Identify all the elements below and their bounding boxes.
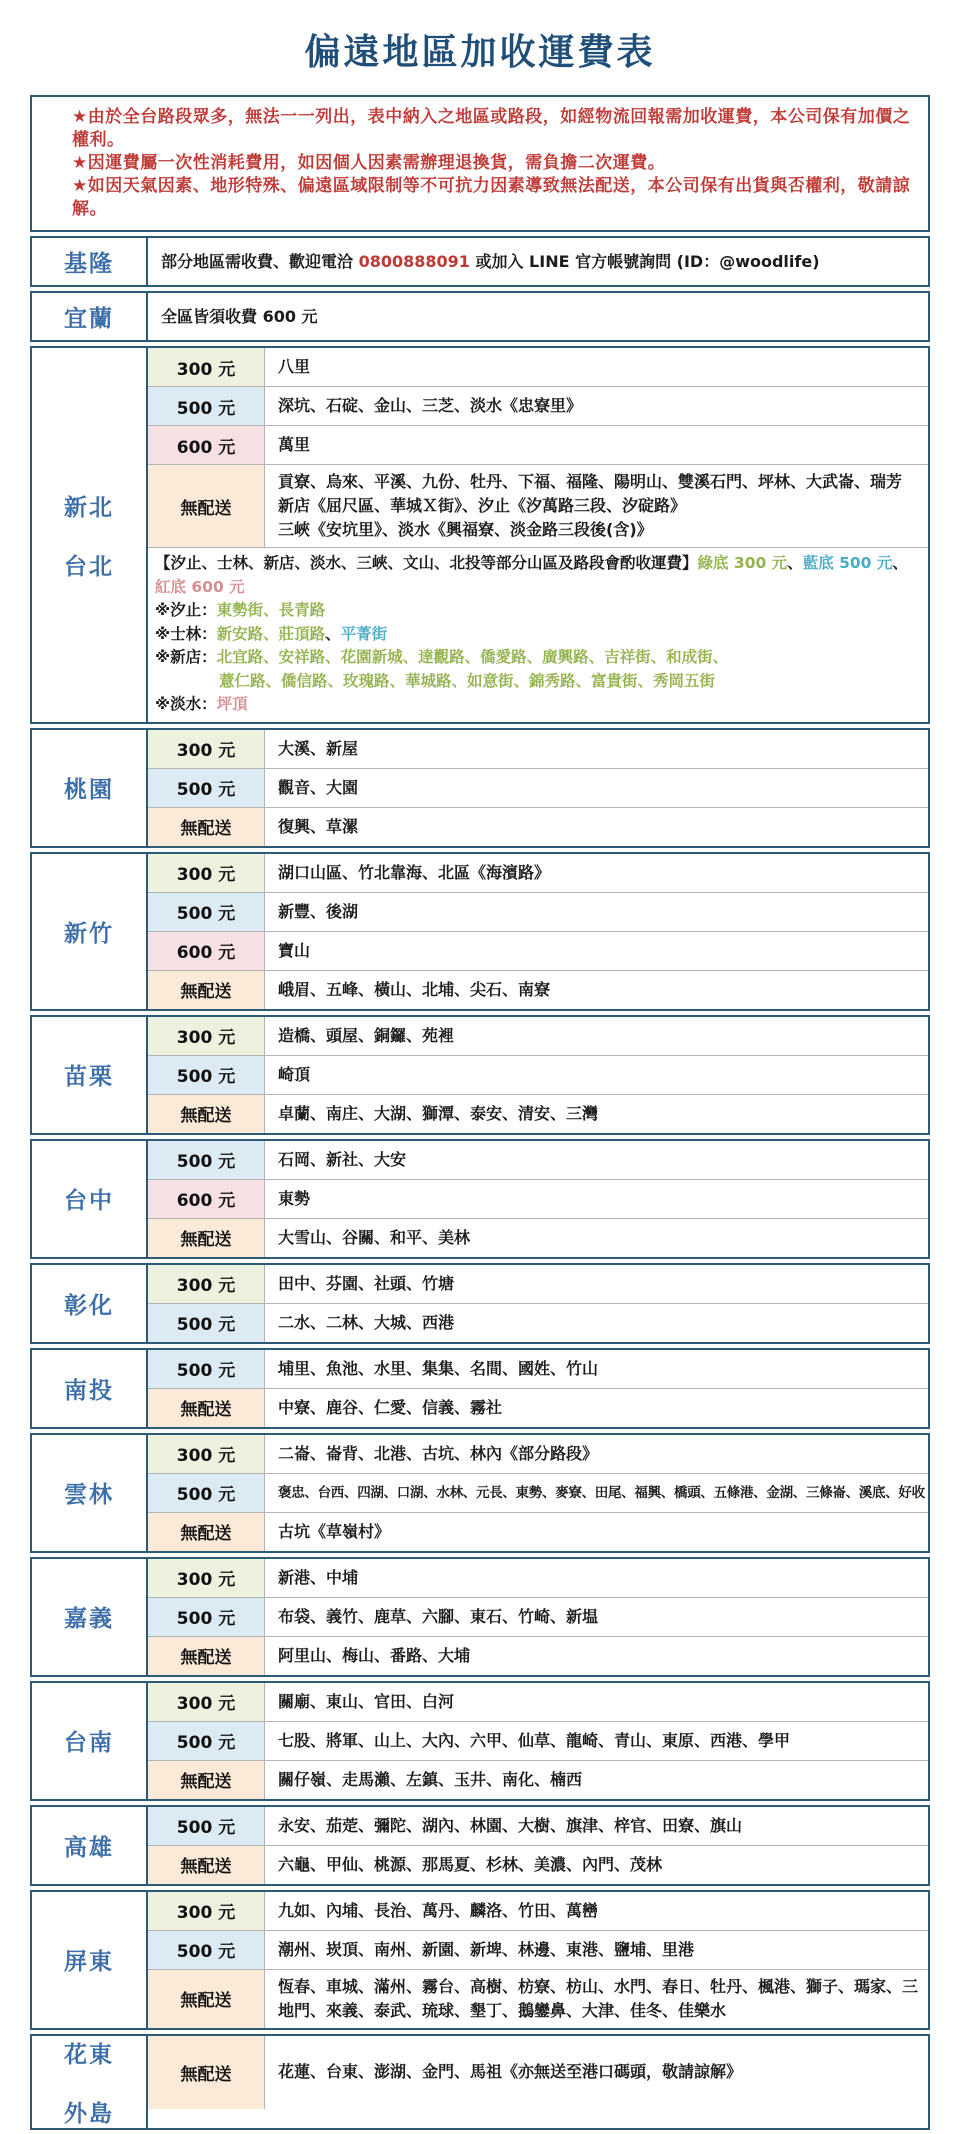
area-list-line: 恆春、車城、滿州、霧台、高樹、枋寮、枋山、水門、春日、牡丹、楓港、獅子、瑪家、三地門、來義、泰武、琉球、墾丁、鵝鑾鼻、大津、佳冬、佳樂水 bbox=[278, 1976, 919, 2020]
area-list bbox=[265, 1095, 928, 1133]
header-note: ★因運費屬一次性消耗費用，如因個人因素需辦理退換貨，需負擔二次運費。 bbox=[72, 153, 666, 173]
fee-row bbox=[148, 1219, 928, 1257]
fee-row bbox=[148, 854, 928, 893]
fee-row bbox=[148, 1056, 928, 1095]
region-label bbox=[32, 1017, 148, 1133]
area-list bbox=[265, 1637, 928, 1675]
fee-row bbox=[148, 1970, 928, 2028]
region-section bbox=[30, 1348, 930, 1429]
area-list bbox=[265, 2036, 928, 2109]
section-rows bbox=[148, 2036, 928, 2128]
area-list-line: 中寮、鹿谷、仁愛、信義、霧社 bbox=[278, 1397, 503, 1417]
region-section bbox=[30, 1015, 930, 1135]
fee-row bbox=[148, 1637, 928, 1675]
section-rows bbox=[148, 238, 928, 285]
region-label bbox=[32, 854, 148, 1009]
area-list-line: 貢寮、烏來、平溪、九份、牡丹、下福、福隆、陽明山、雙溪石門、坪林、大武崙、瑞芳 bbox=[278, 472, 903, 491]
region-label-line: 南投 bbox=[64, 1377, 114, 1404]
fee-row bbox=[148, 1559, 928, 1598]
area-list bbox=[265, 1559, 928, 1597]
area-list bbox=[265, 465, 928, 547]
fee-badge-none: 無配送 bbox=[148, 1389, 265, 1427]
region-label bbox=[32, 238, 148, 285]
header-note: ★如因天氣因素、地形特殊、偏遠區域限制等不可抗力因素導致無法配送，本公司保有出貨與否權利，敬請諒解。 bbox=[72, 176, 911, 219]
text-segment: 【汐止、士林、新店、淡水、三峽、文山、北投等部分山區及路段會酌收運費】 bbox=[155, 554, 698, 572]
region-section bbox=[30, 1263, 930, 1344]
fee-badge-300: 300 元 bbox=[148, 730, 265, 768]
area-list-line: 九如、內埔、長治、萬丹、麟洛、竹田、萬巒 bbox=[278, 1900, 599, 1920]
page-title: 偏遠地區加收運費表 bbox=[304, 32, 656, 73]
fee-badge-300: 300 元 bbox=[148, 1017, 265, 1055]
fee-badge-none: 無配送 bbox=[148, 1637, 265, 1675]
text-segment: ※新店： bbox=[155, 648, 217, 666]
region-section bbox=[30, 1557, 930, 1677]
text-segment: 新安路、莊頂路 bbox=[216, 624, 326, 643]
text-segment: 、 bbox=[787, 554, 803, 572]
area-list-line: 寶山 bbox=[278, 940, 311, 960]
area-list-line: 峨眉、五峰、橫山、北埔、尖石、南寮 bbox=[278, 979, 551, 999]
fee-row bbox=[148, 932, 928, 971]
fee-badge-500: 500 元 bbox=[148, 1141, 265, 1179]
area-list-line: 古坑《草嶺村》 bbox=[278, 1521, 391, 1541]
fee-table bbox=[30, 95, 930, 2130]
note-sub-line bbox=[155, 599, 922, 623]
fee-row bbox=[148, 1141, 928, 1180]
fee-row bbox=[148, 1350, 928, 1389]
text-segment: ※淡水： bbox=[155, 695, 217, 713]
text-segment: 東勢街、長青路 bbox=[216, 601, 326, 619]
section-rows bbox=[148, 1435, 928, 1551]
area-list-line: 永安、茄萣、彌陀、湖內、林園、大樹、旗津、梓官、田寮、旗山 bbox=[278, 1815, 743, 1835]
fee-badge-300: 300 元 bbox=[148, 1559, 265, 1597]
section-rows bbox=[148, 1350, 928, 1427]
area-list bbox=[265, 854, 928, 892]
region-label-line: 新北 bbox=[64, 494, 114, 521]
text-segment: 綠底 300 元 bbox=[697, 554, 788, 572]
region-label-line: 新竹 bbox=[64, 920, 114, 947]
region-label-line: 基隆 bbox=[64, 251, 114, 277]
area-list-line: 花蓮、台東、澎湖、金門、馬祖《亦無送至港口碼頭，敬請諒解》 bbox=[278, 2062, 743, 2081]
area-list bbox=[265, 769, 928, 807]
fee-row bbox=[148, 1513, 928, 1551]
fee-row bbox=[148, 465, 928, 548]
region-label-line: 花東 bbox=[64, 2041, 114, 2068]
text-segment: 紅底 600 元 bbox=[155, 577, 245, 596]
fee-row bbox=[148, 1761, 928, 1799]
info-line bbox=[161, 250, 922, 274]
area-list bbox=[265, 1304, 928, 1342]
fee-row bbox=[148, 1304, 928, 1342]
area-list bbox=[265, 1474, 928, 1512]
area-list bbox=[265, 1265, 928, 1303]
fee-badge-none: 無配送 bbox=[148, 2036, 265, 2109]
fee-row bbox=[148, 1807, 928, 1846]
region-label-line: 屏東 bbox=[64, 1949, 114, 1975]
region-sections bbox=[30, 236, 930, 2130]
area-list bbox=[265, 348, 928, 386]
area-list bbox=[265, 1970, 928, 2028]
region-label bbox=[32, 730, 148, 846]
area-list-line: 埔里、魚池、水里、集集、名間、國姓、竹山 bbox=[278, 1358, 599, 1378]
area-list-line: 關廟、東山、官田、白河 bbox=[278, 1691, 455, 1711]
fee-badge-500: 500 元 bbox=[148, 1056, 265, 1094]
fee-badge-500: 500 元 bbox=[148, 1722, 265, 1760]
area-list-line: 深坑、石碇、金山、三芝、淡水《忠寮里》 bbox=[278, 396, 583, 415]
region-label-line: 台北 bbox=[64, 553, 114, 580]
area-list bbox=[265, 387, 928, 425]
fee-badge-none: 無配送 bbox=[148, 1095, 265, 1133]
fee-row bbox=[148, 1598, 928, 1637]
area-list bbox=[265, 1350, 928, 1388]
fee-badge-600: 600 元 bbox=[148, 1180, 265, 1218]
fee-badge-300: 300 元 bbox=[148, 854, 265, 892]
area-list-line: 六龜、甲仙、桃源、那馬夏、杉林、美濃、內門、茂林 bbox=[278, 1854, 663, 1874]
region-section bbox=[30, 1890, 930, 2030]
note-sub-line bbox=[155, 693, 922, 717]
text-segment: 北宜路、安祥路、花園新城、達觀路、僑愛路、廣興路、吉祥街、和成街、 bbox=[216, 648, 729, 666]
area-list-line: 崎頂 bbox=[278, 1064, 311, 1084]
region-label bbox=[32, 2036, 148, 2128]
section-rows bbox=[148, 1265, 928, 1342]
area-list-line: 石岡、新社、大安 bbox=[278, 1149, 407, 1169]
region-label-line: 嘉義 bbox=[64, 1606, 114, 1632]
fee-row bbox=[148, 387, 928, 426]
region-label bbox=[32, 1559, 148, 1675]
area-list-line: 卓蘭、南庄、大湖、獅潭、泰安、清安、三灣 bbox=[278, 1103, 599, 1123]
fee-row bbox=[148, 1683, 928, 1722]
header-note: ★由於全台路段眾多，無法一一列出，表中納入之地區或路段，如經物流回報需加收運費，本公司保有加價之權利。 bbox=[72, 107, 911, 150]
area-list-line: 田中、芬園、社頭、竹塘 bbox=[278, 1273, 455, 1293]
area-list bbox=[265, 1761, 928, 1799]
region-section bbox=[30, 2034, 930, 2130]
area-list bbox=[265, 426, 928, 464]
note-sub-line bbox=[155, 623, 922, 647]
area-list-line: 觀音、大園 bbox=[278, 777, 359, 797]
fee-badge-600: 600 元 bbox=[148, 932, 265, 970]
fee-row bbox=[148, 730, 928, 769]
text-segment: 0800888091 bbox=[358, 251, 470, 271]
fee-row bbox=[148, 1389, 928, 1427]
area-list bbox=[265, 1807, 928, 1845]
fee-row bbox=[148, 1474, 928, 1513]
area-list bbox=[265, 932, 928, 970]
area-list-line: 阿里山、梅山、番路、大埔 bbox=[278, 1645, 471, 1665]
fee-badge-none: 無配送 bbox=[148, 1513, 265, 1551]
fee-row bbox=[148, 1180, 928, 1219]
region-label-line: 宜蘭 bbox=[64, 306, 114, 332]
region-label-line: 桃園 bbox=[64, 777, 114, 803]
section-rows bbox=[148, 1017, 928, 1133]
region-label bbox=[32, 1435, 148, 1551]
fee-row bbox=[148, 769, 928, 808]
text-segment: 坪頂 bbox=[216, 695, 248, 713]
region-section bbox=[30, 1139, 930, 1259]
area-list-line: 二崙、崙背、北港、古坑、林內《部分路段》 bbox=[278, 1443, 599, 1463]
header-notes-box bbox=[30, 95, 930, 232]
region-section bbox=[30, 1681, 930, 1801]
area-list bbox=[265, 1598, 928, 1636]
region-section bbox=[30, 852, 930, 1011]
fee-row bbox=[148, 348, 928, 387]
fee-row bbox=[148, 1095, 928, 1133]
info-row bbox=[148, 238, 928, 285]
section-rows bbox=[148, 1892, 928, 2028]
area-list bbox=[265, 1846, 928, 1884]
area-list bbox=[265, 808, 928, 846]
surcharge-note-row bbox=[148, 548, 928, 722]
area-list-line: 湖口山區、竹北靠海、北區《海濱路》 bbox=[278, 862, 551, 882]
region-label bbox=[32, 1892, 148, 2028]
fee-badge-500: 500 元 bbox=[148, 1807, 265, 1845]
note-sub-line bbox=[155, 646, 922, 670]
text-segment: 或加入 LINE 官方帳號詢問 (ID：@woodlife) bbox=[469, 251, 820, 271]
area-list-line: 新豐、後湖 bbox=[278, 901, 359, 921]
region-label bbox=[32, 1141, 148, 1257]
text-segment: ※士林： bbox=[155, 624, 217, 643]
area-list bbox=[265, 1683, 928, 1721]
region-section bbox=[30, 236, 930, 287]
area-list-line: 大溪、新屋 bbox=[278, 738, 359, 758]
section-rows bbox=[148, 1683, 928, 1799]
region-section bbox=[30, 346, 930, 724]
region-label-line: 台南 bbox=[64, 1730, 114, 1756]
fee-badge-none: 無配送 bbox=[148, 465, 265, 547]
region-label-line: 雲林 bbox=[64, 1482, 114, 1508]
region-section bbox=[30, 1433, 930, 1553]
region-label bbox=[32, 348, 148, 722]
fee-row bbox=[148, 1017, 928, 1056]
section-rows bbox=[148, 1141, 928, 1257]
text-segment: 全區皆須收費 600 元 bbox=[161, 306, 318, 326]
fee-row bbox=[148, 1265, 928, 1304]
area-list-line: 大雪山、谷關、和平、美林 bbox=[278, 1227, 471, 1247]
section-rows bbox=[148, 348, 928, 722]
info-row bbox=[148, 293, 928, 340]
area-list bbox=[265, 1389, 928, 1427]
area-list-line: 七股、將軍、山上、大內、六甲、仙草、龍崎、青山、東原、西港、學甲 bbox=[278, 1730, 791, 1750]
text-segment: 平菁街 bbox=[340, 624, 388, 643]
section-rows bbox=[148, 1559, 928, 1675]
surcharge-note bbox=[148, 548, 928, 722]
area-list bbox=[265, 1931, 928, 1969]
area-list bbox=[265, 730, 928, 768]
area-list-line: 二水、二林、大城、西港 bbox=[278, 1312, 455, 1332]
area-list-line: 東勢 bbox=[278, 1188, 311, 1208]
fee-badge-300: 300 元 bbox=[148, 1892, 265, 1930]
area-list bbox=[265, 971, 928, 1009]
fee-badge-500: 500 元 bbox=[148, 769, 265, 807]
info-text bbox=[148, 238, 928, 285]
text-segment: 、 bbox=[325, 624, 341, 643]
fee-row bbox=[148, 1435, 928, 1474]
fee-badge-500: 500 元 bbox=[148, 1304, 265, 1342]
region-label-line: 苗栗 bbox=[64, 1064, 114, 1090]
fee-badge-500: 500 元 bbox=[148, 1931, 265, 1969]
fee-badge-500: 500 元 bbox=[148, 1598, 265, 1636]
text-segment: 藍底 500 元 bbox=[802, 554, 893, 572]
region-section bbox=[30, 728, 930, 848]
info-text bbox=[148, 293, 928, 340]
fee-badge-300: 300 元 bbox=[148, 1435, 265, 1473]
note-sub-line bbox=[155, 552, 922, 599]
fee-badge-500: 500 元 bbox=[148, 1350, 265, 1388]
fee-row bbox=[148, 893, 928, 932]
fee-row bbox=[148, 971, 928, 1009]
area-list-line: 八里 bbox=[278, 357, 311, 376]
fee-badge-none: 無配送 bbox=[148, 1219, 265, 1257]
area-list-line: 新港、中埔 bbox=[278, 1567, 359, 1587]
fee-row bbox=[148, 1892, 928, 1931]
region-label bbox=[32, 293, 148, 340]
fee-badge-none: 無配送 bbox=[148, 1846, 265, 1884]
region-section bbox=[30, 291, 930, 342]
fee-row bbox=[148, 426, 928, 465]
area-list-line: 萬里 bbox=[278, 435, 311, 454]
fee-row bbox=[148, 1722, 928, 1761]
fee-badge-none: 無配送 bbox=[148, 1761, 265, 1799]
area-list-line: 新店《屈尺區、華城Ｘ街》、汐止《汐萬路三段、汐碇路》 bbox=[278, 496, 687, 515]
area-list bbox=[265, 893, 928, 931]
area-list-line: 造橋、頭屋、銅鑼、苑裡 bbox=[278, 1025, 455, 1045]
area-list bbox=[265, 1056, 928, 1094]
fee-badge-none: 無配送 bbox=[148, 808, 265, 846]
section-rows bbox=[148, 293, 928, 340]
fee-badge-300: 300 元 bbox=[148, 1265, 265, 1303]
area-list bbox=[265, 1219, 928, 1257]
region-label-line: 高雄 bbox=[64, 1834, 114, 1861]
section-rows bbox=[148, 730, 928, 846]
area-list-line: 關仔嶺、走馬瀨、左鎮、玉井、南化、楠西 bbox=[278, 1769, 583, 1789]
area-list bbox=[265, 1017, 928, 1055]
area-list bbox=[265, 1722, 928, 1760]
area-list bbox=[265, 1435, 928, 1473]
fee-badge-600: 600 元 bbox=[148, 426, 265, 464]
section-rows bbox=[148, 1807, 928, 1884]
fee-row bbox=[148, 2036, 928, 2109]
area-list bbox=[265, 1141, 928, 1179]
info-line bbox=[161, 305, 922, 329]
fee-badge-300: 300 元 bbox=[148, 1683, 265, 1721]
text-segment: 、 bbox=[892, 554, 908, 572]
region-label-line: 台中 bbox=[64, 1188, 114, 1214]
fee-badge-300: 300 元 bbox=[148, 348, 265, 386]
area-list-line: 三峽《安坑里》、淡水《興福寮、淡金路三段後(含)》 bbox=[278, 520, 653, 539]
fee-row bbox=[148, 808, 928, 846]
fee-row bbox=[148, 1846, 928, 1884]
region-label-line: 彰化 bbox=[64, 1292, 114, 1319]
region-label bbox=[32, 1265, 148, 1342]
fee-badge-none: 無配送 bbox=[148, 971, 265, 1009]
region-label bbox=[32, 1807, 148, 1884]
area-list bbox=[265, 1180, 928, 1218]
area-list-line: 復興、草漯 bbox=[278, 816, 359, 836]
region-label bbox=[32, 1350, 148, 1427]
area-list bbox=[265, 1513, 928, 1551]
text-segment: ※汐止： bbox=[155, 601, 217, 619]
region-label bbox=[32, 1683, 148, 1799]
section-rows bbox=[148, 854, 928, 1009]
fee-row bbox=[148, 1931, 928, 1970]
fee-badge-none: 無配送 bbox=[148, 1970, 265, 2028]
area-list-line: 潮州、崁頂、南州、新園、新埤、林邊、東港、鹽埔、里港 bbox=[278, 1939, 695, 1959]
area-list-line: 布袋、義竹、鹿草、六腳、東石、竹崎、新塭 bbox=[278, 1606, 599, 1626]
fee-badge-500: 500 元 bbox=[148, 893, 265, 931]
area-list-line: 褒忠、台西、四湖、口湖、水林、元長、東勢、麥寮、田尾、福興、橋頭、五條港、金湖、三條崙、溪底、好收 bbox=[278, 1484, 925, 1501]
text-segment: 薏仁路、僑信路、玫瑰路、華城路、如意街、錦秀路、富貴街、秀岡五街 bbox=[219, 671, 716, 690]
area-list bbox=[265, 1892, 928, 1930]
fee-badge-500: 500 元 bbox=[148, 387, 265, 425]
fee-badge-500: 500 元 bbox=[148, 1474, 265, 1512]
region-section bbox=[30, 1805, 930, 1886]
text-segment: 部分地區需收費、歡迎電洽 bbox=[161, 251, 359, 271]
region-label-line: 外島 bbox=[64, 2100, 114, 2127]
note-sub-line bbox=[155, 670, 922, 694]
